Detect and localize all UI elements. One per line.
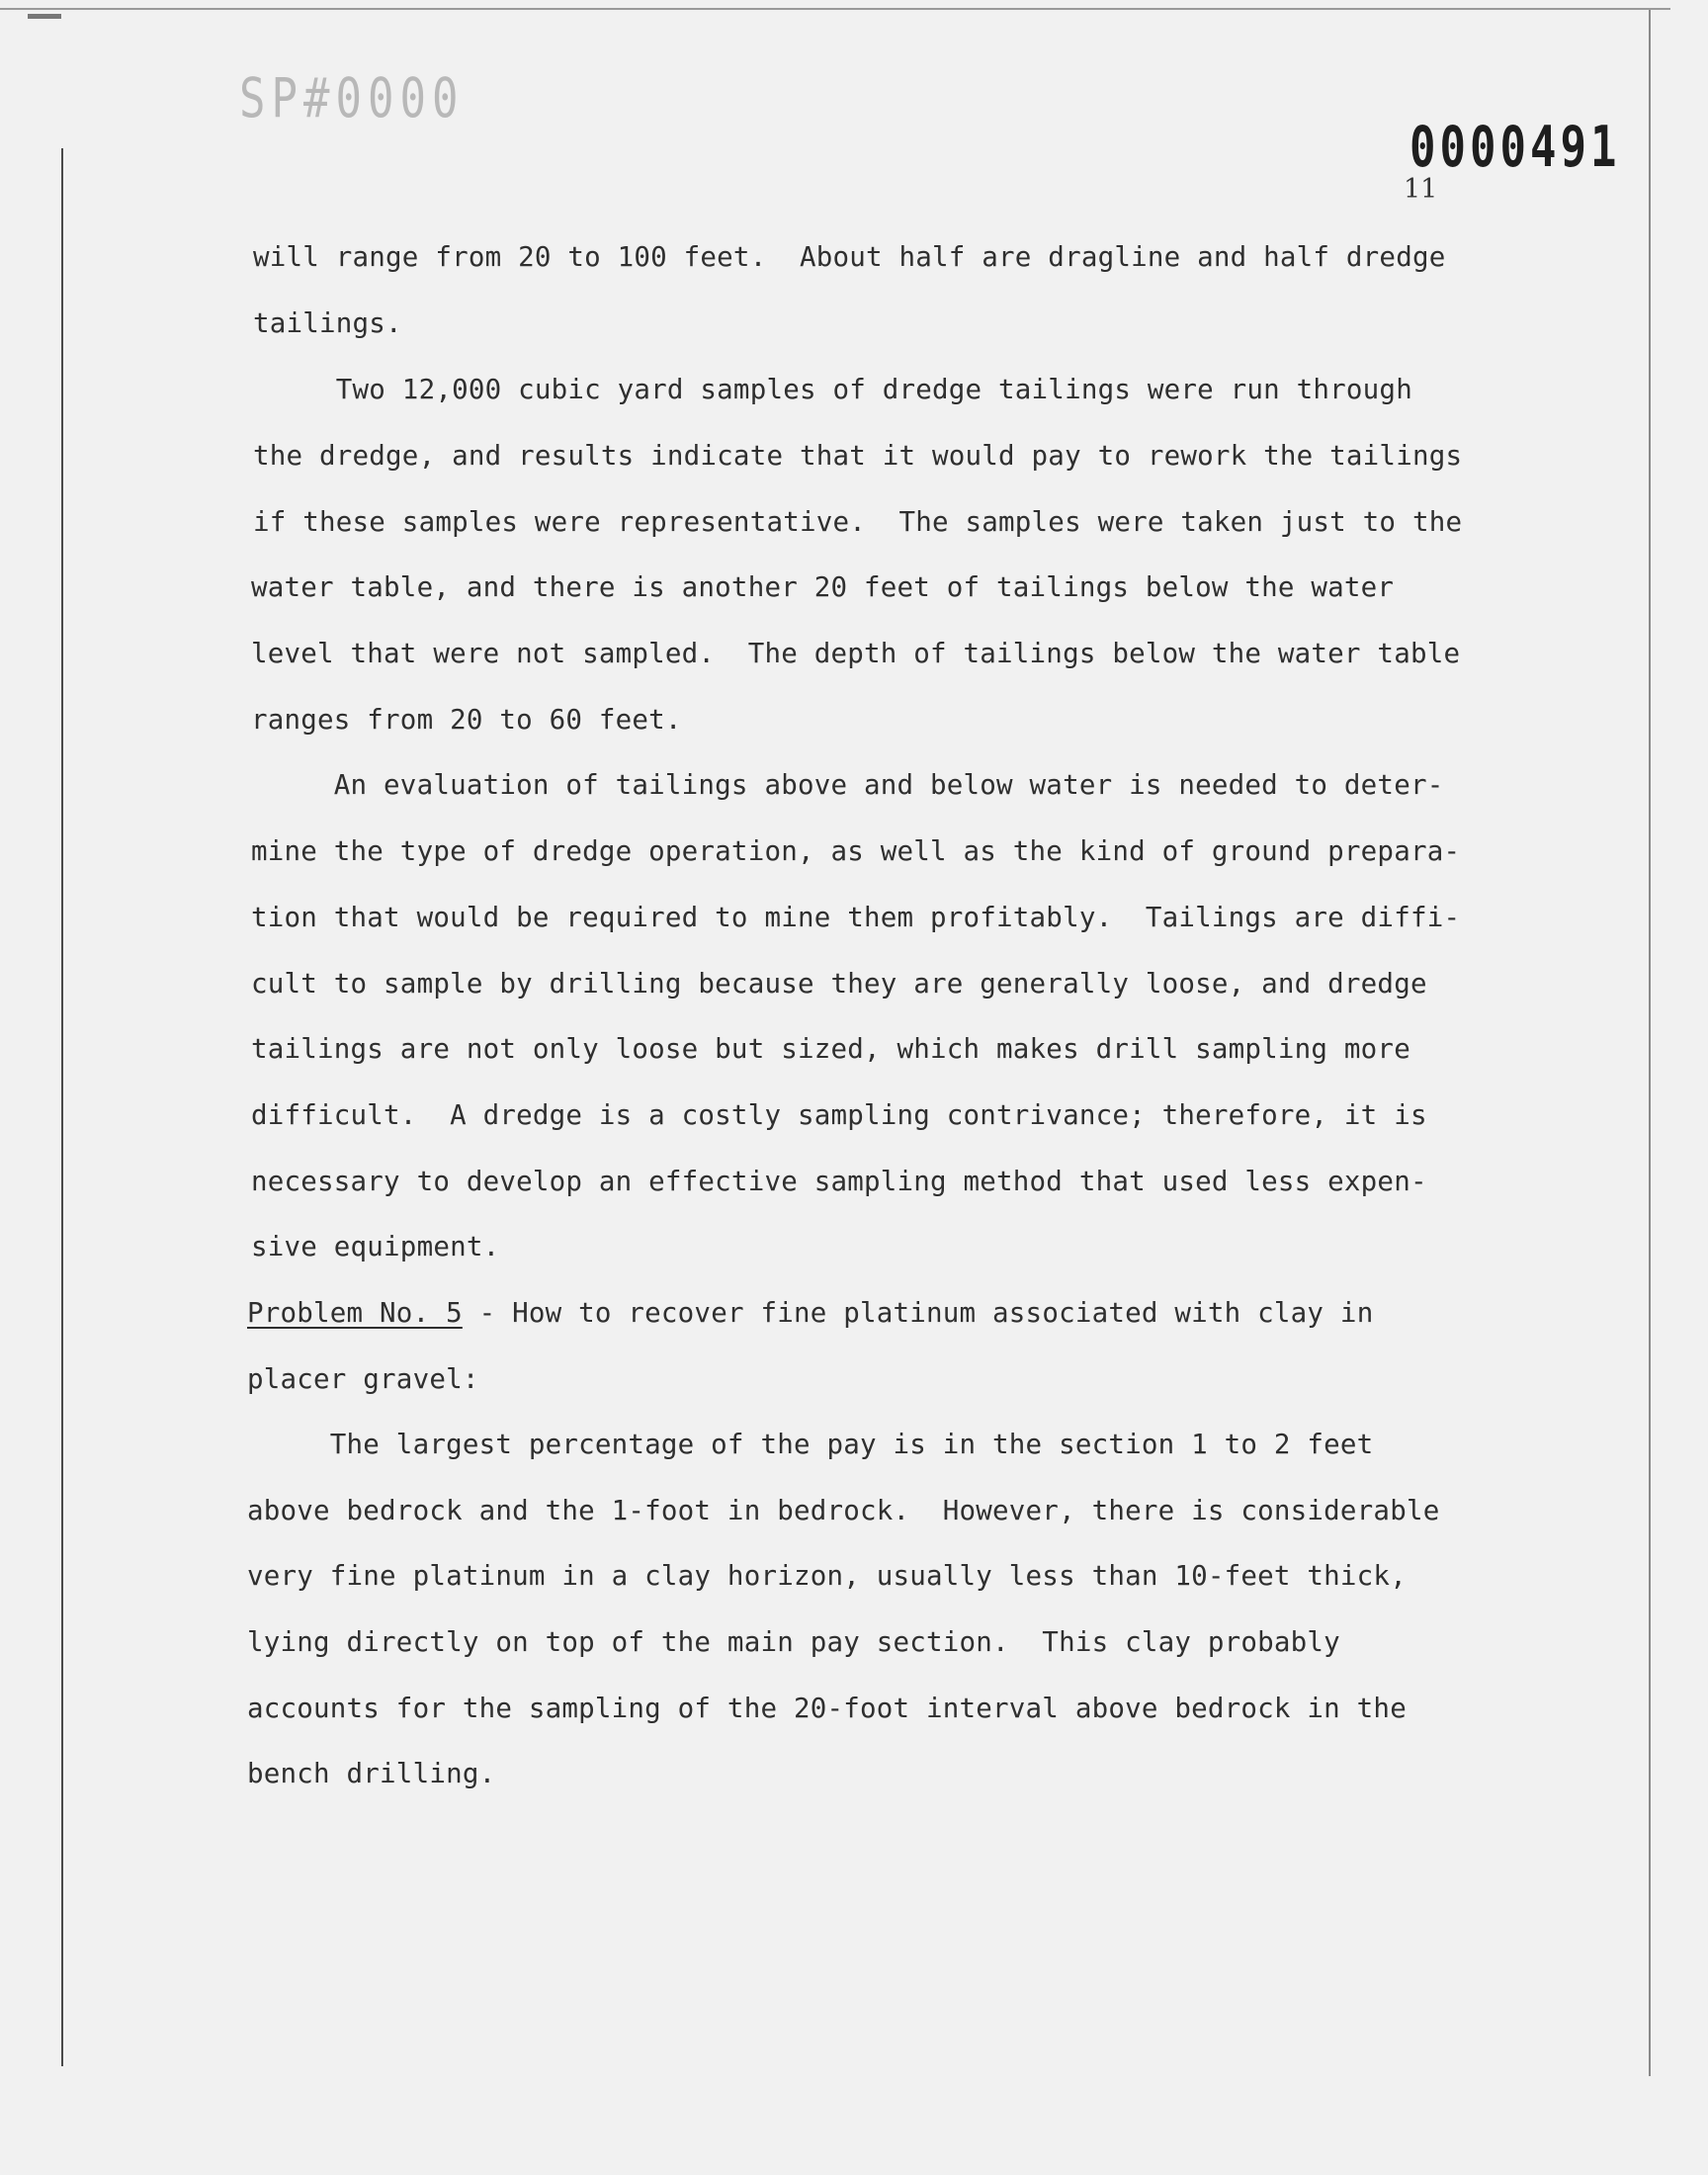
- left-margin-rule: [61, 148, 63, 2066]
- page-right-edge: [1649, 10, 1651, 2076]
- corner-mark: [28, 14, 61, 19]
- body-line: very fine platinum in a clay horizon, usually less than 10-feet thick,: [247, 1560, 1407, 1592]
- body-line: bench drilling.: [247, 1758, 496, 1789]
- body-line: difficult. A dredge is a costly sampling contrivance; therefore, it is: [251, 1099, 1427, 1131]
- body-line: water table, and there is another 20 feet of tailings below the water: [251, 571, 1395, 603]
- body-line: ranges from 20 to 60 feet.: [251, 704, 682, 736]
- body-line: An evaluation of tailings above and below water is needed to deter-: [251, 769, 1444, 801]
- problem-heading: Problem No. 5: [247, 1297, 463, 1329]
- body-line: tailings are not only loose but sized, which makes drill sampling more: [251, 1033, 1410, 1065]
- body-line: if these samples were representative. The samples were taken just to the: [253, 506, 1463, 538]
- body-line: level that were not sampled. The depth of tailings below the water table: [251, 638, 1461, 669]
- body-line: cult to sample by drilling because they are generally loose, and dredge: [251, 968, 1427, 1000]
- body-line: sive equipment.: [251, 1231, 500, 1262]
- page-number: 11: [1404, 174, 1438, 205]
- problem-heading-line: [247, 1297, 1373, 1329]
- body-line: tailings.: [253, 307, 402, 339]
- page-top-edge: [0, 8, 1670, 10]
- body-line: necessary to develop an effective sampling method that used less expen-: [251, 1166, 1427, 1197]
- document-id-stamp: 0000491: [1409, 115, 1621, 181]
- body-line: accounts for the sampling of the 20-foot interval above bedrock in the: [247, 1693, 1407, 1724]
- body-line: Two 12,000 cubic yard samples of dredge tailings were run through: [253, 374, 1412, 405]
- body-line: mine the type of dredge operation, as well as the kind of ground prepara-: [251, 835, 1461, 867]
- problem-heading-text: - How to recover fine platinum associated with clay in: [462, 1297, 1374, 1329]
- body-line: tion that would be required to mine them profitably. Tailings are diffi-: [251, 902, 1461, 933]
- body-line: the dredge, and results indicate that it would pay to rework the tailings: [253, 440, 1463, 472]
- body-line: placer gravel:: [247, 1363, 479, 1395]
- body-line: The largest percentage of the pay is in the section 1 to 2 feet: [247, 1429, 1374, 1460]
- body-line: will range from 20 to 100 feet. About half are dragline and half dredge: [253, 241, 1446, 273]
- body-line: above bedrock and the 1-foot in bedrock. However, there is considerable: [247, 1495, 1440, 1526]
- faint-document-id: SP#0000: [239, 67, 465, 130]
- body-line: lying directly on top of the main pay section. This clay probably: [247, 1626, 1340, 1658]
